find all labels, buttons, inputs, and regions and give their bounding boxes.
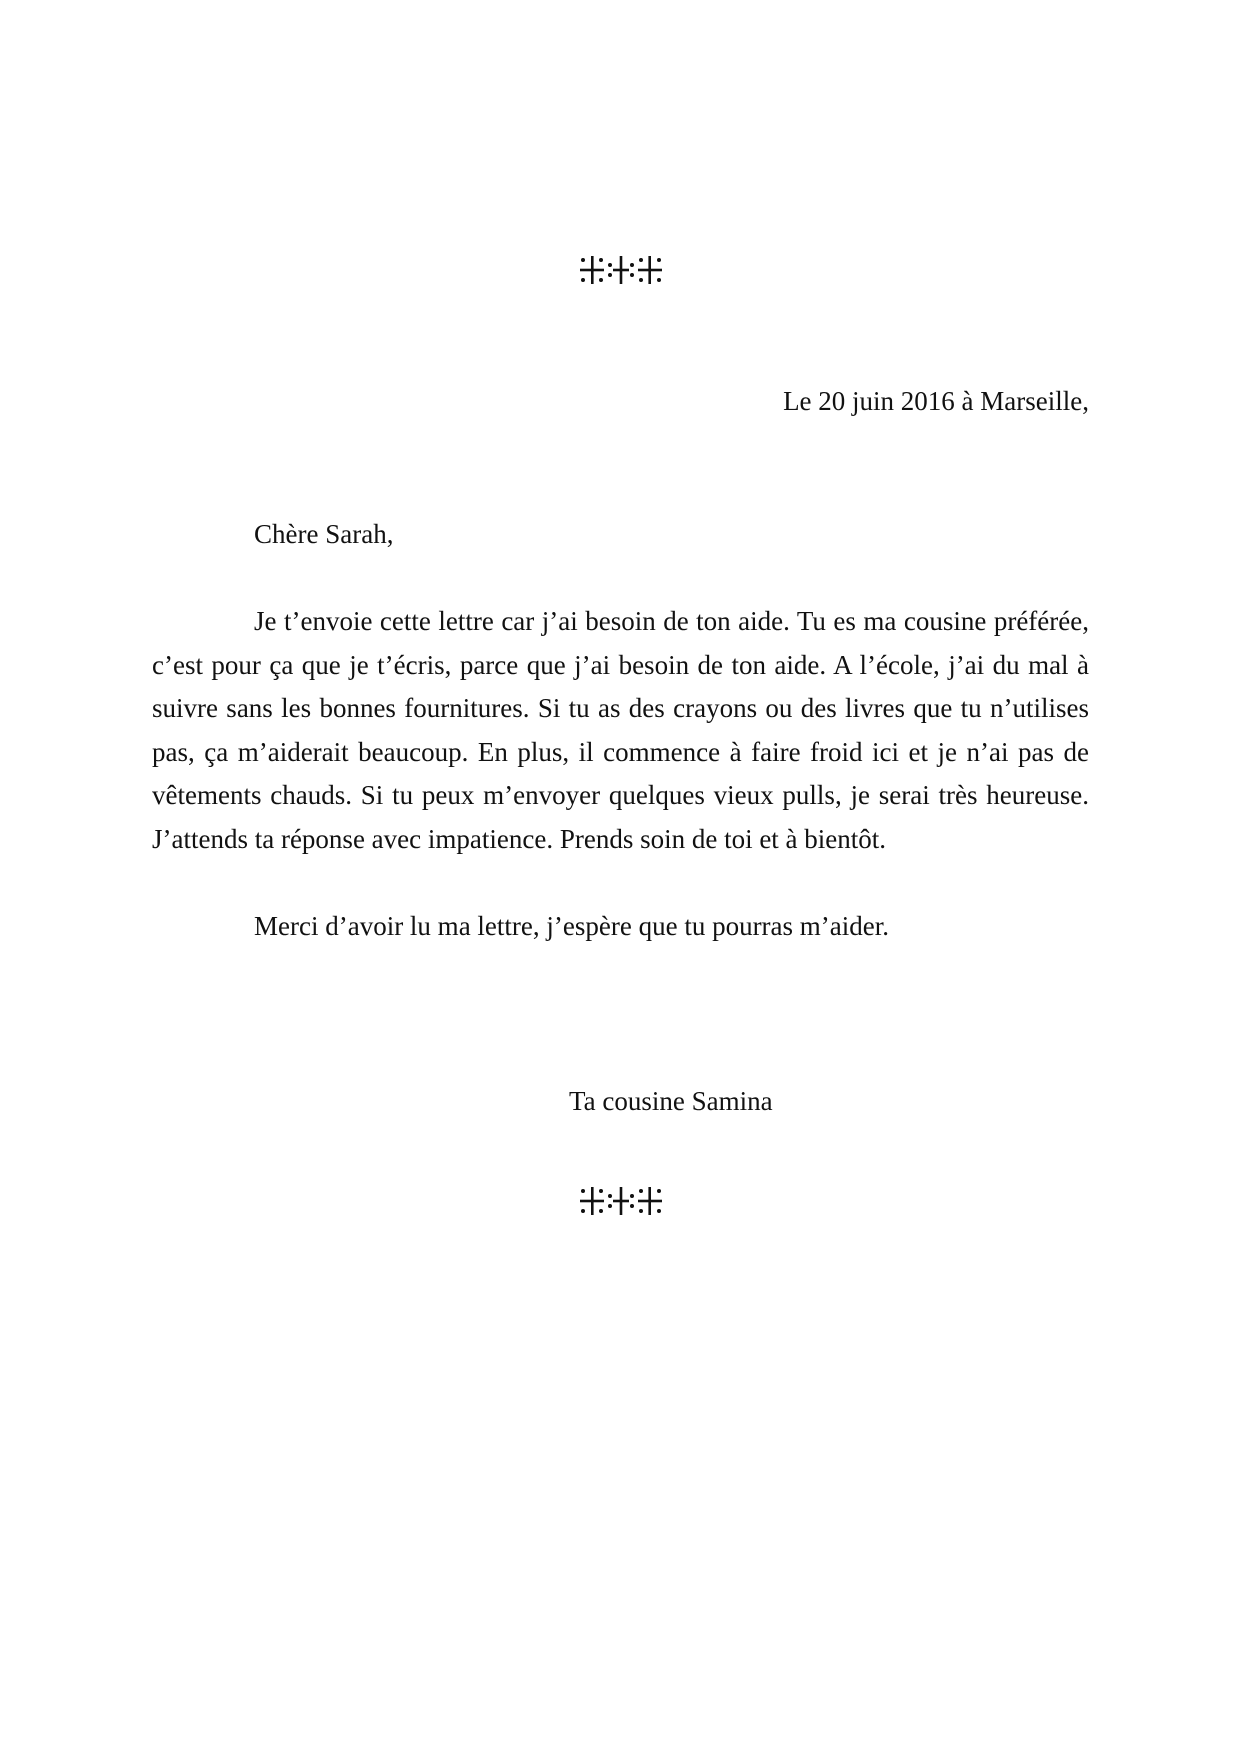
letter-closing: Merci d’avoir lu ma lettre, j’espère que tu pourras m’aider. [254, 911, 890, 941]
letter-signature: Ta cousine Samina [569, 1086, 773, 1116]
letter-date: Le 20 juin 2016 à Marseille, [783, 386, 1089, 416]
letter-salutation: Chère Sarah, [254, 519, 394, 549]
letter-body: Je t’envoie cette lettre car j’ai besoin de ton aide. Tu es ma cousine préférée, c’est pour ça que je t’écris, parce que j’ai besoin de ton aide. A l’école, j’ai du mal à suivre sans les bonnes fournitures. Si tu as des crayons ou des livres que tu n’utilises pas, ça m’aiderait beaucoup. En plus, il commence à faire froid ici et je n’ai pas de vêtements chauds. Si tu peux m’envoyer quelques vieux pulls, je serai très heureuse. J’attends ta réponse avec impatience. Prends soin de toi et à bientôt. [152, 606, 1089, 854]
bottom-ornament-icon [0, 1186, 1241, 1226]
top-ornament-icon [0, 255, 1241, 295]
